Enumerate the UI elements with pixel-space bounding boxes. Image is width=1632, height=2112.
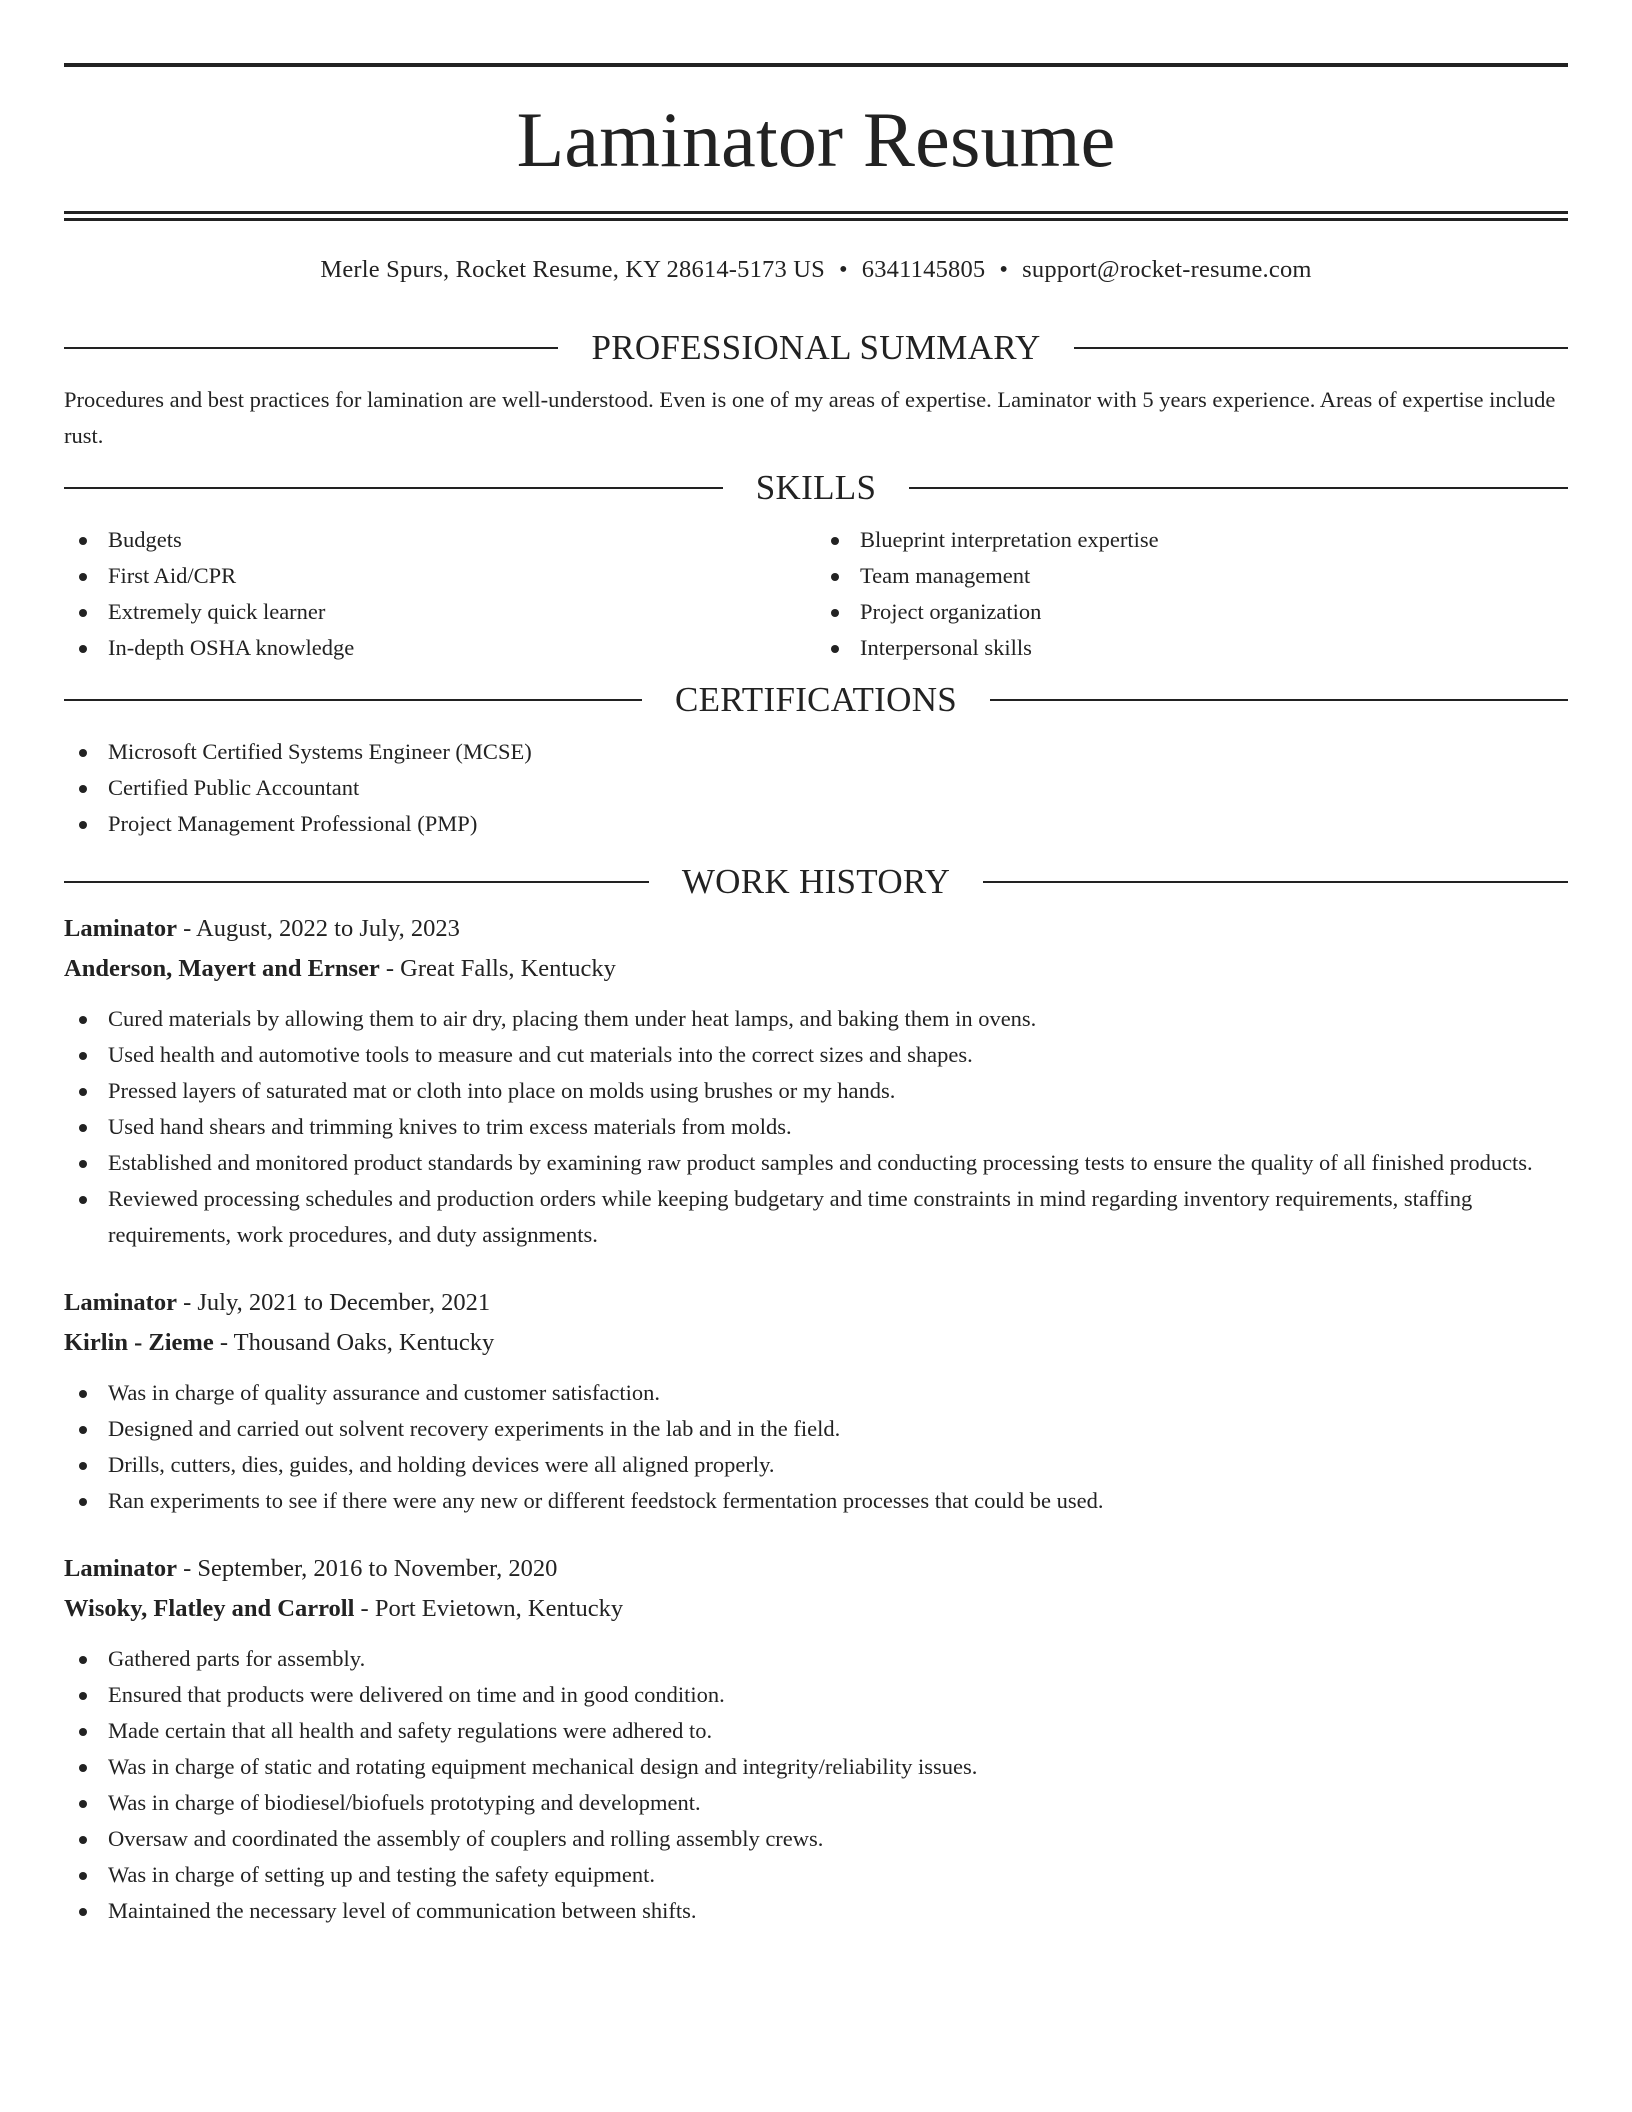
job-duty: Used hand shears and trimming knives to trim excess materials from molds.	[64, 1109, 1568, 1145]
heading-rule	[983, 881, 1568, 883]
job-location: - Port Evietown, Kentucky	[354, 1594, 624, 1622]
job-dates: - September, 2016 to November, 2020	[176, 1554, 558, 1582]
title-rule-double	[64, 211, 1568, 221]
section-title: CERTIFICATIONS	[674, 679, 958, 719]
job-duty: Was in charge of quality assurance and customer satisfaction.	[64, 1375, 1568, 1411]
skill-item: First Aid/CPR	[64, 558, 816, 594]
job-duties-list	[64, 1001, 1568, 1253]
job-duty: Established and monitored product standards by examining raw product samples and conducting processing tests to ensure the quality of all finished products.	[64, 1145, 1568, 1181]
job-company-line	[64, 949, 1568, 989]
contact-email: support@rocket-resume.com	[1022, 256, 1312, 283]
skill-item: Budgets	[64, 522, 816, 558]
skill-item: Interpersonal skills	[816, 630, 1568, 666]
job-entry	[64, 909, 1568, 1253]
certification-item: Project Management Professional (PMP)	[64, 806, 1568, 842]
contact-phone: 6341145805	[861, 256, 986, 283]
job-company: Wisoky, Flatley and Carroll	[64, 1594, 355, 1622]
job-duty: Ran experiments to see if there were any new or different feedstock fermentation processes that could be used.	[64, 1483, 1568, 1519]
job-title-line	[64, 1549, 1568, 1589]
job-duty: Used health and automotive tools to measure and cut materials into the correct sizes and shapes.	[64, 1037, 1568, 1073]
job-title: Laminator	[64, 914, 177, 942]
summary-text: Procedures and best practices for lamination are well-understood. Even is one of my areas of expertise. Laminator with 5 years experience. Areas of expertise include rust.	[64, 386, 1556, 448]
job-entry	[64, 1283, 1568, 1519]
job-entry	[64, 1549, 1568, 1929]
job-company-line	[64, 1323, 1568, 1363]
job-duty: Oversaw and coordinated the assembly of couplers and rolling assembly crews.	[64, 1821, 1568, 1857]
heading-rule	[64, 347, 558, 349]
job-title: Laminator	[64, 1288, 177, 1316]
heading-rule	[1074, 347, 1568, 349]
work-history-heading	[64, 862, 1568, 902]
certification-item: Certified Public Accountant	[64, 770, 1568, 806]
skill-item: Team management	[816, 558, 1568, 594]
contact-address: Merle Spurs, Rocket Resume, KY 28614-5173 US	[320, 256, 825, 283]
contact-separator: •	[839, 256, 848, 283]
heading-rule	[990, 699, 1568, 701]
job-duties-list	[64, 1641, 1568, 1929]
skills-column-right	[816, 522, 1568, 666]
certifications-heading	[64, 680, 1568, 720]
skills-list	[64, 522, 1568, 666]
job-dates: - August, 2022 to July, 2023	[176, 914, 460, 942]
heading-rule	[909, 487, 1568, 489]
skill-item: Blueprint interpretation expertise	[816, 522, 1568, 558]
job-dates: - July, 2021 to December, 2021	[176, 1288, 491, 1316]
summary-heading	[64, 328, 1568, 368]
contact-line	[64, 258, 1568, 283]
job-duties-list	[64, 1375, 1568, 1519]
skill-item: Project organization	[816, 594, 1568, 630]
skill-item: Extremely quick learner	[64, 594, 816, 630]
job-duty: Gathered parts for assembly.	[64, 1641, 1568, 1677]
heading-rule	[64, 699, 642, 701]
job-duty: Was in charge of biodiesel/biofuels prototyping and development.	[64, 1785, 1568, 1821]
job-duty: Was in charge of static and rotating equipment mechanical design and integrity/reliability issues.	[64, 1749, 1568, 1785]
title-rule-top	[64, 63, 1568, 67]
job-duty: Ensured that products were delivered on time and in good condition.	[64, 1677, 1568, 1713]
section-title: WORK HISTORY	[681, 861, 951, 901]
section-title: SKILLS	[755, 467, 877, 507]
job-location: - Thousand Oaks, Kentucky	[213, 1328, 495, 1356]
job-company-line	[64, 1589, 1568, 1629]
job-title-line	[64, 1283, 1568, 1323]
page-title: Laminator Resume	[516, 96, 1116, 183]
skill-item: In-depth OSHA knowledge	[64, 630, 816, 666]
job-duty: Maintained the necessary level of communication between shifts.	[64, 1893, 1568, 1929]
job-duty: Pressed layers of saturated mat or cloth into place on molds using brushes or my hands.	[64, 1073, 1568, 1109]
job-duty: Reviewed processing schedules and production orders while keeping budgetary and time constraints in mind regarding inventory requirements, staffing requirements, work procedures, and duty assignments.	[64, 1181, 1568, 1253]
certifications-list	[64, 734, 1568, 842]
job-duty: Was in charge of setting up and testing the safety equipment.	[64, 1857, 1568, 1893]
heading-rule	[64, 487, 723, 489]
job-duty: Cured materials by allowing them to air dry, placing them under heat lamps, and baking them in ovens.	[64, 1001, 1568, 1037]
job-duty: Drills, cutters, dies, guides, and holding devices were all aligned properly.	[64, 1447, 1568, 1483]
job-title: Laminator	[64, 1554, 177, 1582]
certification-item: Microsoft Certified Systems Engineer (MCSE)	[64, 734, 1568, 770]
job-duty: Made certain that all health and safety regulations were adhered to.	[64, 1713, 1568, 1749]
skills-heading	[64, 468, 1568, 508]
job-title-line	[64, 909, 1568, 949]
job-company: Anderson, Mayert and Ernser	[64, 954, 380, 982]
heading-rule	[64, 881, 649, 883]
job-company: Kirlin - Zieme	[64, 1328, 214, 1356]
job-location: - Great Falls, Kentucky	[379, 954, 616, 982]
skills-column-left	[64, 522, 816, 666]
contact-separator: •	[999, 256, 1009, 283]
job-duty: Designed and carried out solvent recovery experiments in the lab and in the field.	[64, 1411, 1568, 1447]
section-title: PROFESSIONAL SUMMARY	[591, 327, 1041, 367]
